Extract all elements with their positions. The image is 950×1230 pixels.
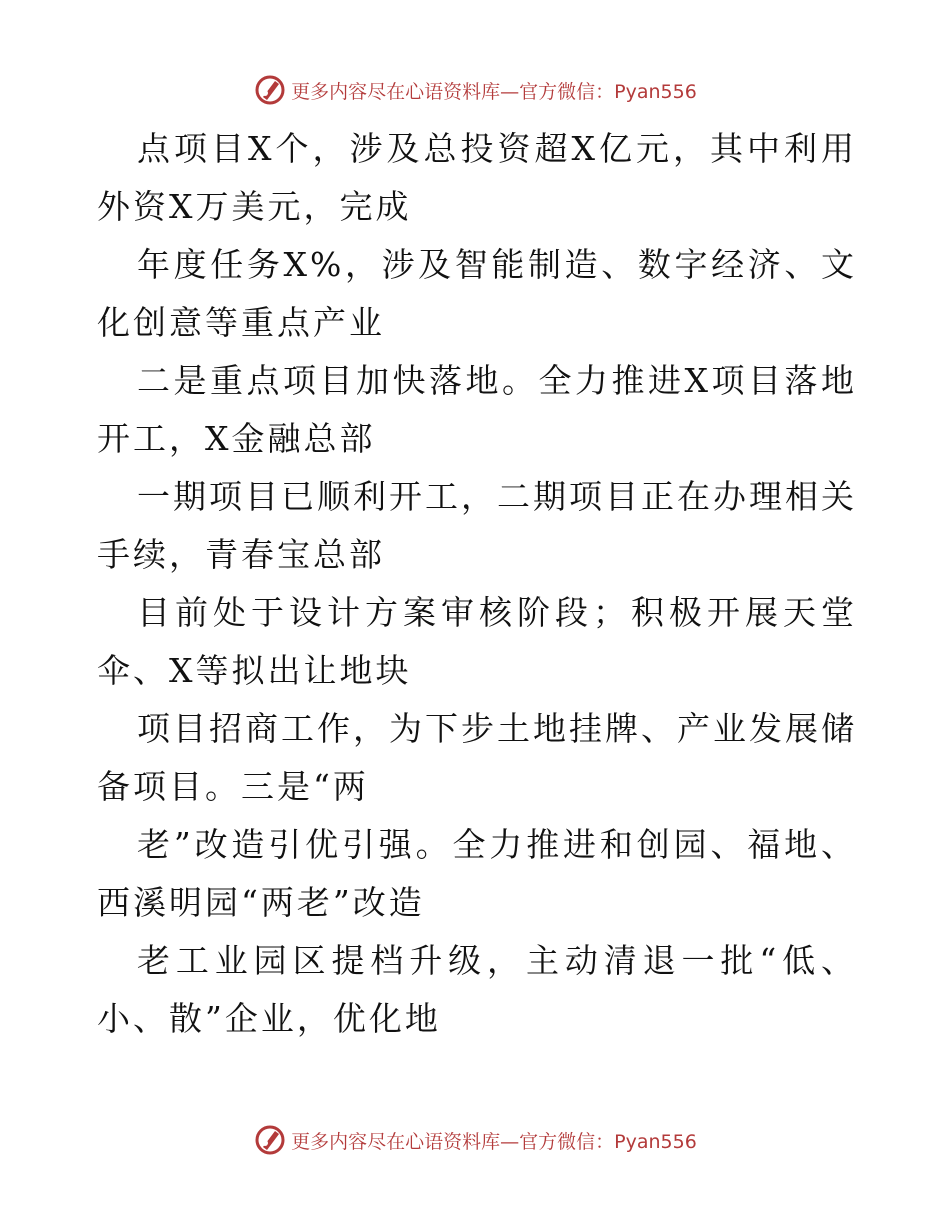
logo-icon bbox=[253, 73, 287, 107]
paragraph: 项目招商工作，为下步土地挂牌、产业发展储备项目。三是“两 bbox=[97, 709, 857, 806]
paragraph: 老工业园区提档升级，主动清退一批“低、小、散”企业，优化地 bbox=[97, 941, 857, 1038]
banner-text: 更多内容尽在心语资料库—官方微信： bbox=[291, 1130, 615, 1153]
document-body bbox=[97, 120, 857, 1048]
header-watermark-banner bbox=[0, 70, 950, 110]
paragraph: 目前处于设计方案审核阶段；积极开展天堂伞、X等拟出让地块 bbox=[97, 593, 857, 690]
paragraph: 点项目X个，涉及总投资超X亿元，其中利用外资X万美元，完成 bbox=[97, 129, 857, 226]
banner-text: 更多内容尽在心语资料库—官方微信： bbox=[291, 80, 615, 103]
banner-wechat-id: Pyan556 bbox=[614, 1130, 697, 1153]
paragraph: 年度任务X%，涉及智能制造、数字经济、文化创意等重点产业 bbox=[97, 245, 857, 342]
logo-icon bbox=[253, 1123, 287, 1157]
paragraph: 老”改造引优引强。全力推进和创园、福地、西溪明园“两老”改造 bbox=[97, 825, 857, 922]
banner-wechat-id: Pyan556 bbox=[614, 80, 697, 103]
paragraph: 一期项目已顺利开工，二期项目正在办理相关手续，青春宝总部 bbox=[97, 477, 857, 574]
footer-watermark-banner bbox=[0, 1120, 950, 1160]
paragraph: 二是重点项目加快落地。全力推进X项目落地开工，X金融总部 bbox=[97, 361, 857, 458]
